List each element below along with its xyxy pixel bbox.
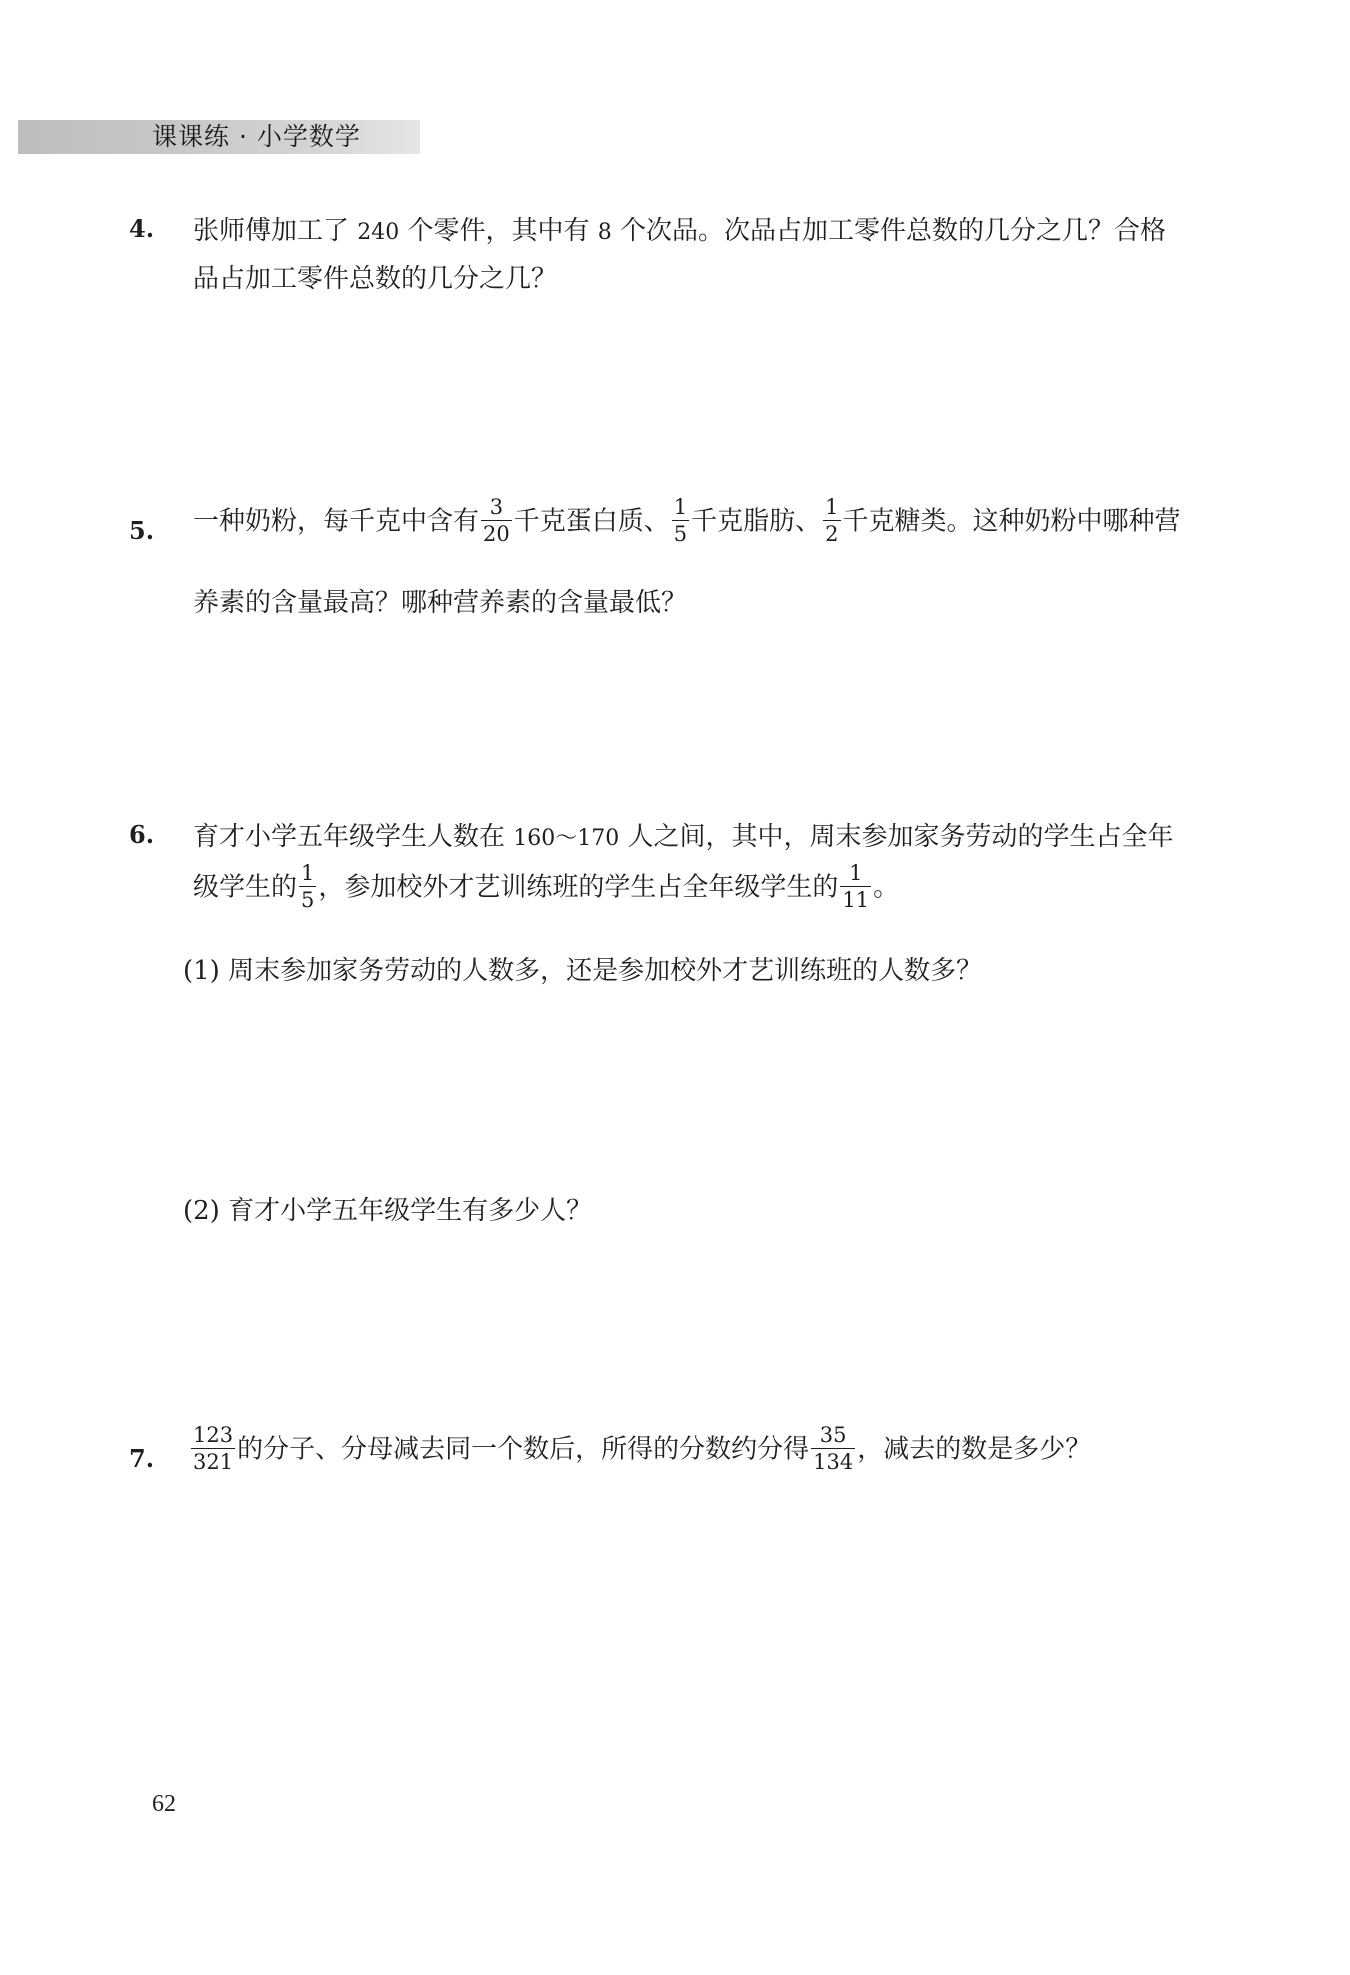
text: 个零件，其中有 bbox=[399, 216, 598, 246]
value-240: 240 bbox=[357, 220, 400, 245]
numerator: 123 bbox=[193, 1423, 234, 1447]
denominator: 5 bbox=[301, 888, 315, 912]
problem-6-sub-1: (1) 周末参加家务劳动的人数多，还是参加校外才艺训练班的人数多？ bbox=[183, 956, 983, 986]
problem-5-line-1 bbox=[193, 496, 1181, 549]
numerator: 1 bbox=[301, 861, 315, 885]
value-range: 160～170 bbox=[513, 826, 620, 851]
denominator: 20 bbox=[483, 522, 510, 546]
problem-number: 4. bbox=[129, 214, 155, 243]
problem-6-sub-2: (2) 育才小学五年级学生有多少人？ bbox=[183, 1196, 593, 1226]
text: 。 bbox=[873, 872, 900, 903]
text: 个次品。次品占加工零件总数的几分之几？合格 bbox=[611, 216, 1167, 246]
text: 育才小学五年级学生人数在 bbox=[193, 822, 514, 852]
text: 的分子、分母减去同一个数后，所得的分数约分得 bbox=[237, 1434, 810, 1465]
value-8: 8 bbox=[597, 220, 612, 245]
text: 人之间，其中，周末参加家务劳动的学生占全年 bbox=[619, 822, 1174, 852]
problem-6-line-1 bbox=[193, 816, 1174, 853]
fraction-art-class bbox=[840, 860, 871, 913]
fraction-result bbox=[811, 1422, 855, 1475]
fraction-sugar bbox=[823, 494, 840, 547]
text: 千克蛋白质、 bbox=[513, 506, 670, 537]
denominator: 11 bbox=[842, 888, 870, 912]
problem-number: 5. bbox=[129, 516, 155, 545]
denominator: 134 bbox=[813, 1450, 854, 1474]
text: 张师傅加工了 bbox=[193, 216, 358, 246]
numerator: 1 bbox=[825, 495, 839, 519]
problem-number: 6. bbox=[129, 820, 155, 849]
problem-4-line-1 bbox=[193, 210, 1166, 247]
text: 千克脂肪、 bbox=[691, 506, 822, 537]
numerator: 1 bbox=[673, 495, 688, 519]
text: 千克糖类。这种奶粉中哪种营 bbox=[842, 506, 1181, 537]
header-title: 课课练 · 小学数学 bbox=[152, 122, 361, 151]
fraction-housework bbox=[299, 860, 316, 913]
problem-4-line-2: 品占加工零件总数的几分之几？ bbox=[193, 264, 558, 294]
text: ，减去的数是多少？ bbox=[857, 1434, 1092, 1465]
problem-number: 7. bbox=[129, 1444, 155, 1473]
problem-6-line-2 bbox=[193, 862, 899, 915]
text: 级学生的 bbox=[193, 872, 298, 903]
page-number: 62 bbox=[152, 1791, 176, 1817]
problem-7-line-1 bbox=[189, 1424, 1091, 1477]
denominator: 2 bbox=[825, 522, 839, 546]
text: ，参加校外才艺训练班的学生占全年级学生的 bbox=[318, 872, 839, 903]
numerator: 1 bbox=[849, 861, 863, 885]
numerator: 35 bbox=[819, 1423, 847, 1447]
denominator: 5 bbox=[673, 522, 688, 546]
fraction-original bbox=[191, 1422, 235, 1475]
fraction-protein bbox=[481, 494, 512, 547]
numerator: 3 bbox=[489, 495, 504, 519]
fraction-fat bbox=[672, 494, 689, 547]
problem-5-line-2: 养素的含量最高？哪种营养素的含量最低？ bbox=[193, 588, 688, 618]
denominator: 321 bbox=[193, 1450, 234, 1474]
text: 一种奶粉，每千克中含有 bbox=[193, 506, 480, 537]
